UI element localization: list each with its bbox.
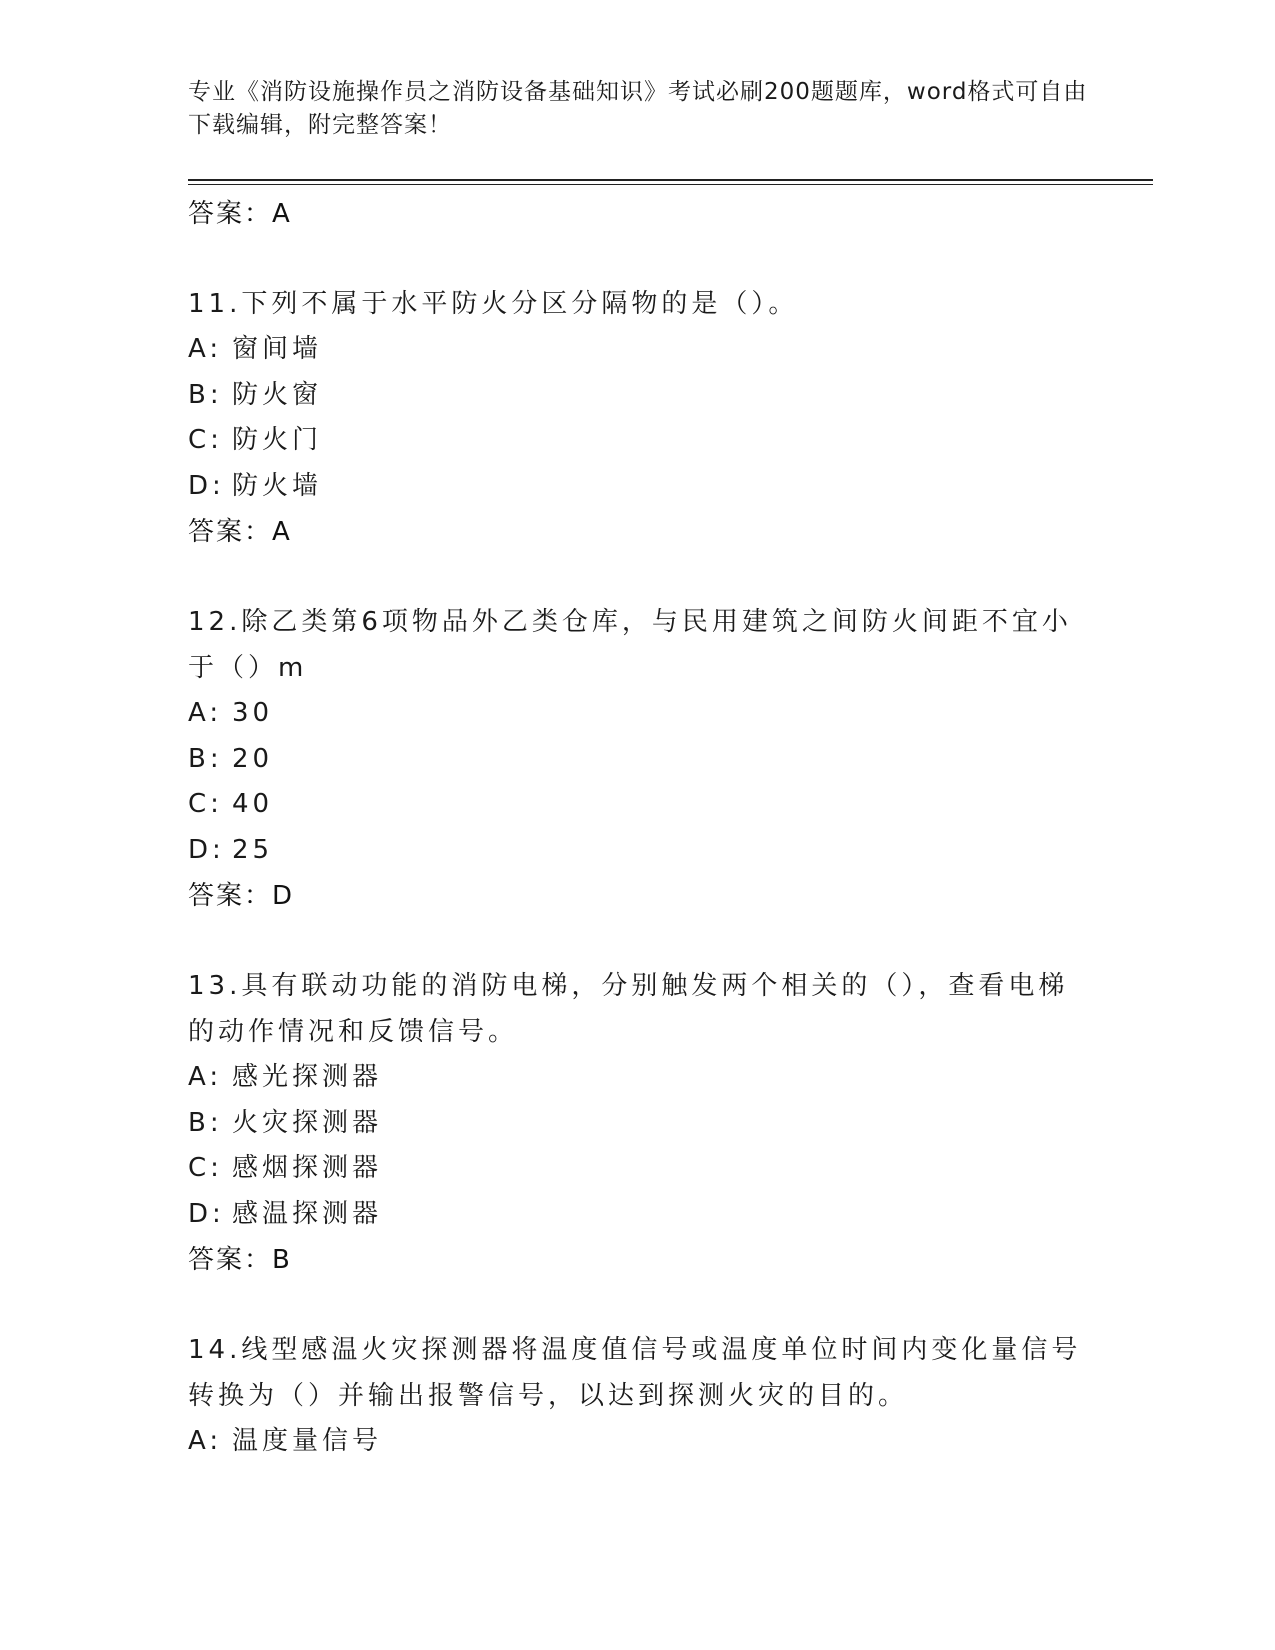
answer-line: 答案：A <box>188 199 292 229</box>
option-text: 感烟探测器 <box>232 1153 383 1183</box>
option-d <box>188 464 1088 510</box>
option-text: 40 <box>232 789 274 819</box>
option-c <box>188 418 1088 464</box>
option-text: 感光探测器 <box>232 1062 383 1092</box>
option-a <box>188 1055 1088 1101</box>
option-d <box>188 1192 1088 1238</box>
option-c <box>188 1146 1088 1192</box>
option-text: 感温探测器 <box>232 1198 383 1229</box>
option-text: 防火窗 <box>232 379 323 410</box>
option-a <box>188 327 1088 373</box>
option-letter: A: <box>188 1426 223 1456</box>
spacer <box>188 1283 1088 1327</box>
option-a <box>188 691 1088 737</box>
option-b <box>188 1101 1088 1147</box>
option-text: 防火墙 <box>232 470 323 501</box>
header-divider-thin <box>188 184 1153 185</box>
option-d <box>188 828 1088 874</box>
option-a <box>188 1419 1088 1465</box>
spacer <box>188 555 1088 599</box>
option-text: 30 <box>232 698 274 728</box>
option-letter: B: <box>188 1107 223 1138</box>
answer-line: 答案：A <box>188 517 292 547</box>
option-text: 25 <box>232 834 274 865</box>
question-list <box>188 191 1088 1465</box>
header-divider-thick <box>188 179 1153 181</box>
spacer <box>188 919 1088 963</box>
question-stem: 12.除乙类第6项物品外乙类仓库，与民用建筑之间防火间距不宜小于（）m <box>188 607 1072 683</box>
option-letter: C: <box>188 1153 223 1183</box>
answer-line: 答案：D <box>188 881 295 911</box>
document-header: 专业《消防设施操作员之消防设备基础知识》考试必刷200题题库，word格式可自由下载编辑，附完整答案！ <box>188 79 1088 138</box>
option-letter: D: <box>188 470 225 501</box>
option-b <box>188 737 1088 783</box>
option-letter: A: <box>188 334 223 364</box>
option-letter: A: <box>188 698 223 728</box>
option-c <box>188 782 1088 828</box>
spacer <box>188 237 1088 281</box>
option-letter: C: <box>188 789 223 819</box>
option-letter: B: <box>188 743 223 774</box>
option-text: 温度量信号 <box>232 1426 383 1456</box>
option-text: 火灾探测器 <box>232 1107 383 1138</box>
question-block <box>188 599 1088 919</box>
option-letter: D: <box>188 834 225 865</box>
question-stem: 11.下列不属于水平防火分区分隔物的是（）。 <box>188 289 799 319</box>
option-letter: C: <box>188 425 223 455</box>
question-block <box>188 281 1088 555</box>
option-letter: D: <box>188 1198 225 1229</box>
option-text: 窗间墙 <box>232 334 323 364</box>
answer-line: 答案：B <box>188 1245 292 1275</box>
question-stem: 14.线型感温火灾探测器将温度值信号或温度单位时间内变化量信号转换为（）并输出报警信号，以达到探测火灾的目的。 <box>188 1335 1082 1411</box>
option-b <box>188 373 1088 419</box>
question-stem: 13.具有联动功能的消防电梯，分别触发两个相关的（），查看电梯的动作情况和反馈信号。 <box>188 971 1069 1047</box>
option-letter: B: <box>188 379 223 410</box>
option-text: 20 <box>232 743 274 774</box>
option-letter: A: <box>188 1062 223 1092</box>
question-block <box>188 963 1088 1283</box>
option-text: 防火门 <box>232 425 323 455</box>
question-block <box>188 1327 1088 1465</box>
